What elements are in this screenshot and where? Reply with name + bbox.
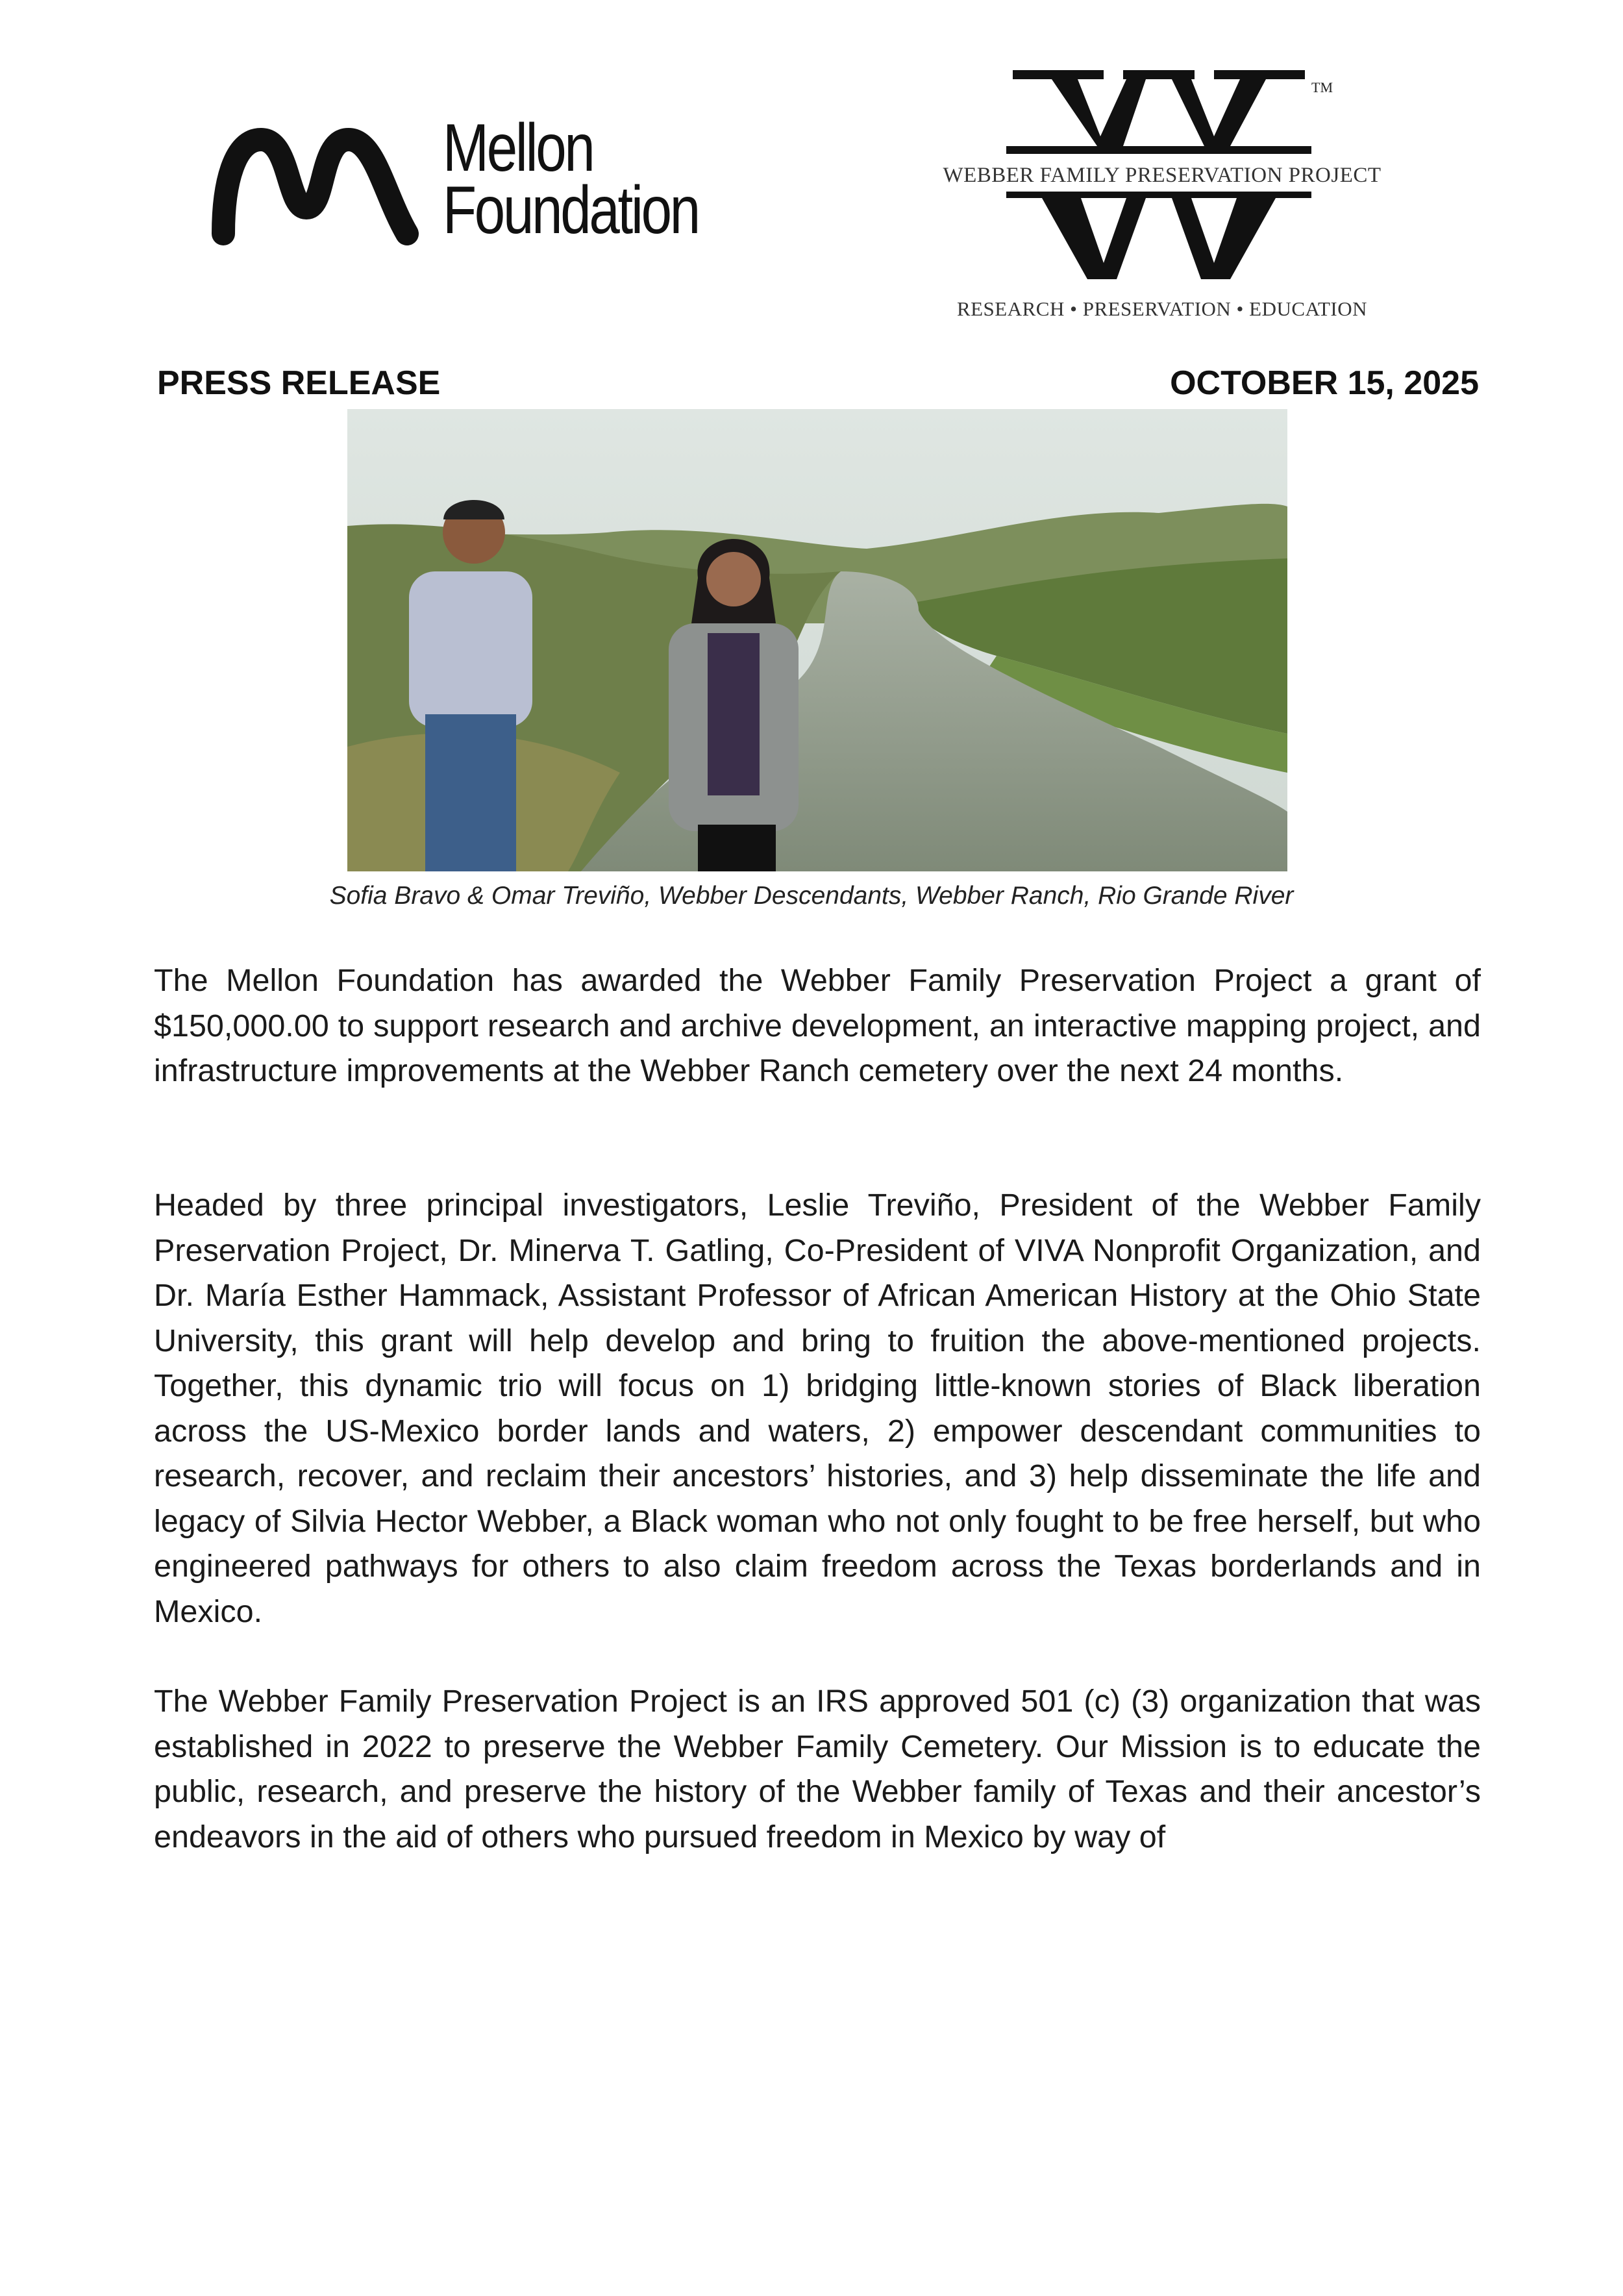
webber-project-logo: [922, 65, 1402, 325]
body-paragraph-1: The Mellon Foundation has awarded the Webber Family Preservation Project a grant of $150,000.00 to support research and archive development, an interactive mapping project, and infrastructure improvements at the Webber Ranch cemetery over the next 24 months.: [154, 963, 1481, 1088]
press-release-label: PRESS RELEASE: [157, 364, 441, 402]
webber-w-bottom-mark-icon: [1006, 192, 1311, 282]
body-paragraph-2: Headed by three principal investigators, Leslie Treviño, President of the Webber Family Preservation Project, Dr. Minerva T. Gatling, Co-President of VIVA Nonprofit Organization, and Dr. María Esther Hammack, Assistant Professor of African American History at the Ohio State University, this grant will help develop and bring to fruition the above-mentioned projects. Together, this dynamic trio will focus on 1) bridging little-known stories of Black liberation across the US-Mexico border lands and waters, 2) empower descendant communities to research, recover, and reclaim their ancestors’ histories, and 3) help disseminate the life and legacy of Silvia Hector Webber, a Black woman who not only fought to be free herself, but who engineered pathways for others to also claim freedom across the Texas borderlands and in Mexico.: [154, 1188, 1481, 1629]
mellon-word-line2: Foundation: [443, 173, 699, 248]
mellon-foundation-logo: [209, 110, 767, 253]
release-date: OCTOBER 15, 2025: [1170, 364, 1479, 402]
mellon-m-mark-icon: [209, 110, 423, 253]
webber-tagline: RESEARCH • PRESERVATION • EDUCATION: [956, 297, 1368, 320]
river-photo-illustration: [347, 409, 1287, 871]
webber-project-name: WEBBER FAMILY PRESERVATION PROJECT: [943, 164, 1381, 187]
river-photo: [347, 409, 1287, 871]
trademark-mark: TM: [1311, 79, 1333, 95]
webber-w-top-mark-icon: [1006, 65, 1311, 156]
mellon-word-line1: Mellon: [443, 110, 593, 186]
photo-caption: Sofia Bravo & Omar Treviño, Webber Descendants, Webber Ranch, Rio Grande River: [329, 882, 1294, 910]
mellon-wordmark: [443, 110, 699, 248]
body-paragraph-3: The Webber Family Preservation Project is an IRS approved 501 (c) (3) organization that was established in 2022 to preserve the Webber Family Cemetery. Our Mission is to educate the public, research, and preserve the history of the Webber family of Texas and their ancestor’s endeavors in the aid of others who pursued freedom in Mexico by way of: [154, 1684, 1481, 1854]
